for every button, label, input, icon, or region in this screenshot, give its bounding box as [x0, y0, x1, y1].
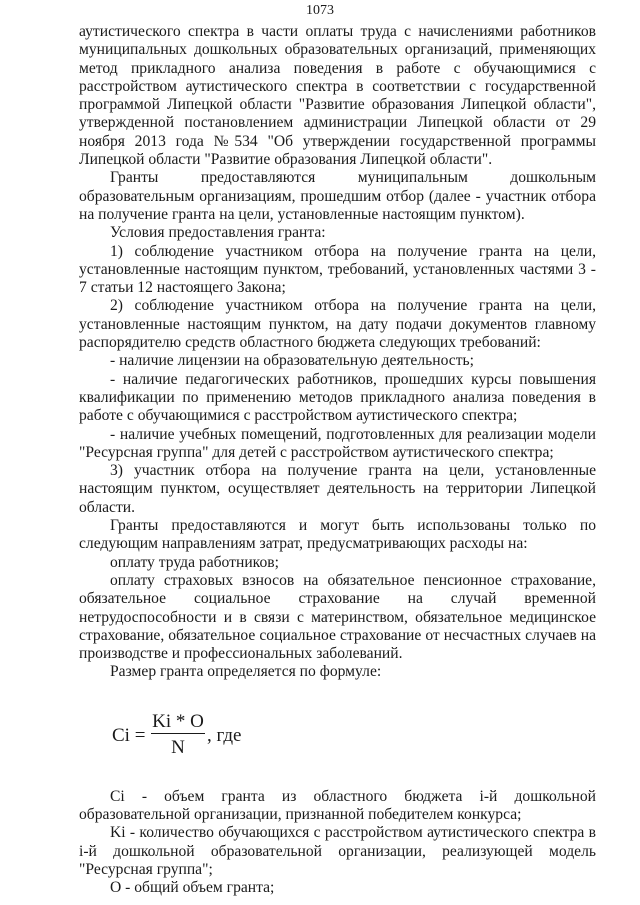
paragraph: O - общий объем гранта; [110, 879, 275, 897]
paragraphs-after [79, 788, 596, 898]
paragraph: аутистического спектра в части оплаты труда с начислениями работников муниципальных дошкольных образовательных организаций, применяющих метод прикладного анализа поведения в работе с обучающимися с расстройством аутистического спектра в соответствии с государственной программой Липецкой области "Развитие образования Липецкой области", утвержденной постановлением администрации Липецкой области от 29 ноября 2013 года №534 "Об утверждении государственной программы Липецкой области "Развитие образования Липецкой области". [79, 23, 596, 169]
paragraph: - наличие лицензии на образовательную деятельность; [110, 352, 474, 370]
paragraph: Гранты предоставляются и могут быть использованы только по следующим направлениям затрат, предусматривающих расходы на: [79, 517, 596, 553]
paragraph: 2) соблюдение участником отбора на получение гранта на цели, установленные настоящим пунктом, на дату подачи документов главному распорядителю средств областного бюджета следующих требований: [79, 297, 596, 352]
paragraph: Ci - объем гранта из областного бюджета i-й дошкольной образовательной организации, признанной победителем конкурса; [79, 787, 596, 823]
paragraph: Условия предоставления гранта: [110, 224, 326, 242]
body-text [79, 23, 596, 897]
paragraph: - наличие учебных помещений, подготовленных для реализации модели "Ресурсная группа" для детей с расстройством аутистического спектра; [79, 425, 596, 461]
paragraphs-before [79, 23, 596, 682]
paragraph: оплату труда работников; [110, 553, 279, 571]
formula-numerator: Ki * O [152, 710, 204, 732]
paragraph: 1) соблюдение участником отбора на получение гранта на цели, установленные настоящим пунктом, требований, установленных частями 3 - 7 статьи 12 настоящего Закона; [79, 242, 596, 297]
formula-tail: , где [207, 724, 242, 746]
paragraph: Ki - количество обучающихся с расстройством аутистического спектра в i-й дошкольной образовательной организации, реализующей модель "Ресурсная группа"; [79, 824, 596, 878]
paragraph: - наличие педагогических работников, прошедших курсы повышения квалификации по применению методов прикладного анализа поведения в работе с обучающимися с расстройством аутистического спектра; [79, 370, 596, 425]
formula-lhs: Ci = [112, 724, 146, 746]
fraction-bar [151, 733, 205, 734]
paragraph: 3) участник отбора на получение гранта на цели, установленные настоящим пунктом, осуществляет деятельность на территории Липецкой области. [79, 462, 596, 516]
paragraph: Размер гранта определяется по формуле: [110, 663, 382, 681]
formula-block [79, 682, 596, 788]
paragraph: оплату страховых взносов на обязательное пенсионное страхование, обязательное социальное страхование на случай временной нетрудоспособности и в связи с материнством, обязательное медицинское страхование, обязательное социальное страхование от несчастных случаев на производстве и профессиональных заболеваний. [79, 571, 596, 663]
formula-denominator: N [171, 736, 185, 758]
paragraph: Гранты предоставляются муниципальным дошкольным образовательным организациям, прошедшим отбор (далее - участник отбора на получение гранта на цели, установленные настоящим пунктом). [79, 169, 596, 223]
page-number: 1073 [306, 3, 334, 18]
formula-fraction [150, 711, 206, 759]
